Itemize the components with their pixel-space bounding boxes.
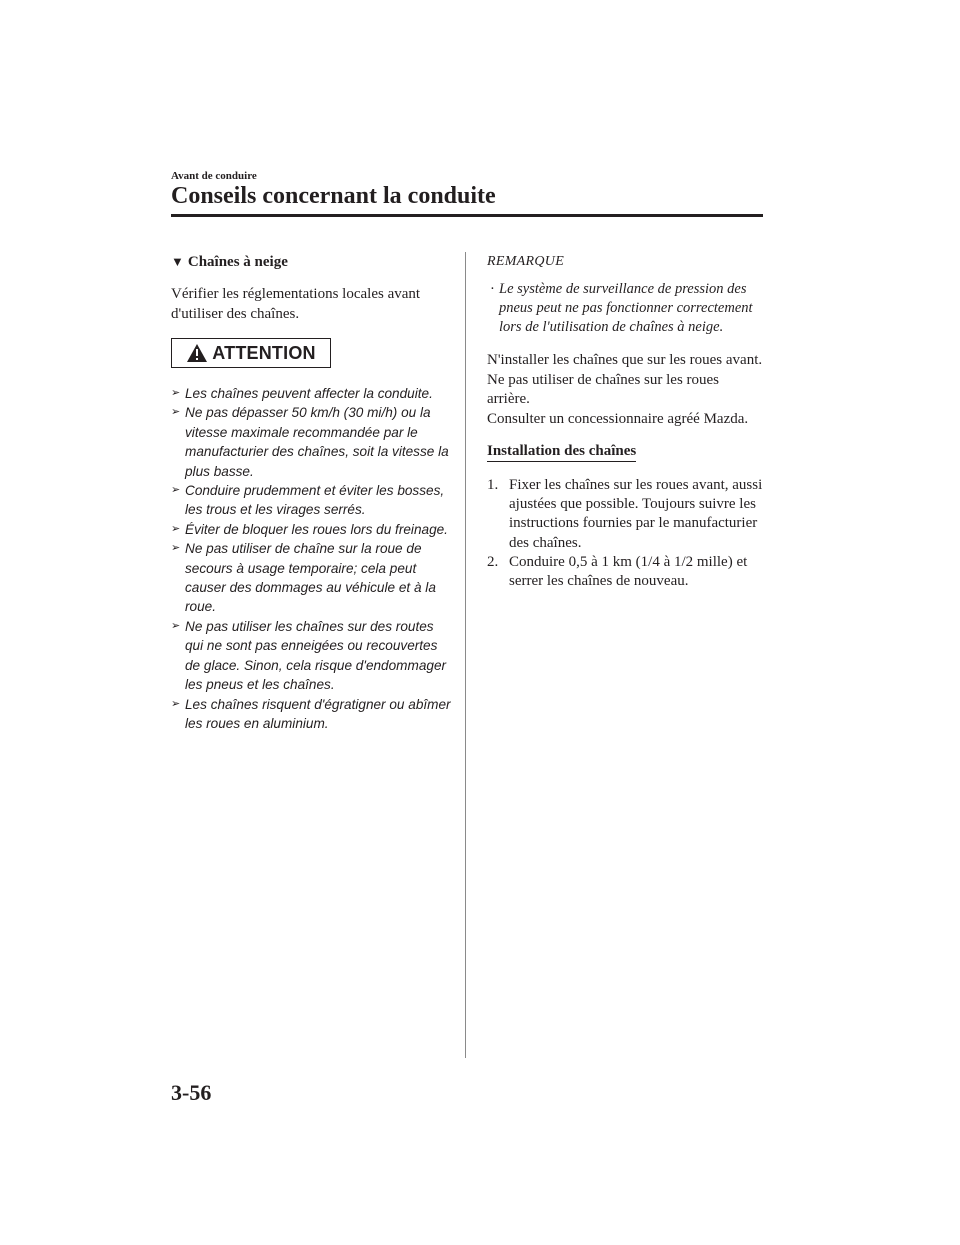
list-item: ➢ Les chaînes peuvent affecter la conduite. bbox=[171, 384, 451, 403]
arrow-bullet-icon: ➢ bbox=[171, 542, 181, 555]
list-item: 1. Fixer les chaînes sur les roues avant, aussi ajustées que possible. Toujours suivre les instructions fournies par le manufacturier des chaînes. bbox=[487, 477, 763, 551]
dot-bullet-icon: · bbox=[490, 281, 495, 297]
list-item: · Le système de surveillance de pression des pneus peut ne pas fonctionner correctement lors de l'utilisation de chaînes à neige. bbox=[490, 281, 753, 335]
list-item: ➢ Ne pas utiliser de chaîne sur la roue de secours à usage temporaire; cela peut causer des dommages au véhicule et à la roue. bbox=[171, 541, 436, 615]
left-column bbox=[171, 254, 451, 733]
list-item: ➢ Éviter de bloquer les roues lors du freinage. bbox=[171, 520, 451, 539]
step-number: 2. bbox=[487, 553, 499, 570]
attention-box bbox=[171, 338, 331, 368]
subsection-heading: Installation des chaînes bbox=[487, 443, 636, 462]
note-title: REMARQUE bbox=[487, 254, 565, 269]
column-divider bbox=[465, 252, 466, 1058]
body-paragraph: N'installer les chaînes que sur les roues avant. Ne pas utiliser de chaînes sur les roues arrière. Consulter un concessionnaire agréé Mazda. bbox=[487, 352, 763, 427]
page-title: Conseils concernant la conduite bbox=[171, 183, 496, 209]
list-item: ➢ Ne pas utiliser les chaînes sur des routes qui ne sont pas enneigées ou recouvertes de glace. Sinon, cela risque d'endommager les pneus et les chaînes. bbox=[171, 618, 447, 693]
step-number: 1. bbox=[487, 477, 499, 493]
page-number: 3-56 bbox=[171, 1080, 212, 1105]
arrow-bullet-icon: ➢ bbox=[171, 697, 181, 710]
section-heading-text: Chaînes à neige bbox=[187, 254, 288, 270]
note-list bbox=[487, 280, 763, 337]
right-column bbox=[487, 254, 763, 591]
warning-list bbox=[171, 384, 451, 733]
arrow-bullet-icon: ➢ bbox=[171, 522, 181, 535]
steps-list bbox=[487, 476, 763, 591]
list-item: 2. Conduire 0,5 à 1 km (1/4 à 1/2 mille) et serrer les chaînes de nouveau. bbox=[487, 553, 748, 590]
list-item: ➢ Ne pas dépasser 50 km/h (30 mi/h) ou la vitesse maximale recommandée par le manufacturier des chaînes, soit la vitesse la plus basse. bbox=[171, 405, 449, 479]
intro-paragraph: Vérifier les réglementations locales avant d'utiliser des chaînes. bbox=[171, 286, 421, 322]
chapter-label: Avant de conduire bbox=[171, 170, 257, 182]
arrow-bullet-icon: ➢ bbox=[171, 406, 181, 419]
attention-label: ATTENTION bbox=[212, 342, 316, 363]
warning-triangle-icon bbox=[186, 343, 208, 363]
list-item: ➢ Les chaînes risquent d'égratigner ou abîmer les roues en aluminium. bbox=[171, 696, 451, 731]
arrow-bullet-icon: ➢ bbox=[171, 619, 181, 632]
header-rule bbox=[171, 214, 763, 217]
triangle-marker-icon: ▼ bbox=[171, 254, 184, 269]
list-item: ➢ Conduire prudemment et éviter les bosses, les trous et les virages serrés. bbox=[171, 483, 445, 518]
arrow-bullet-icon: ➢ bbox=[171, 484, 181, 497]
section-heading bbox=[171, 254, 451, 271]
arrow-bullet-icon: ➢ bbox=[171, 387, 181, 399]
